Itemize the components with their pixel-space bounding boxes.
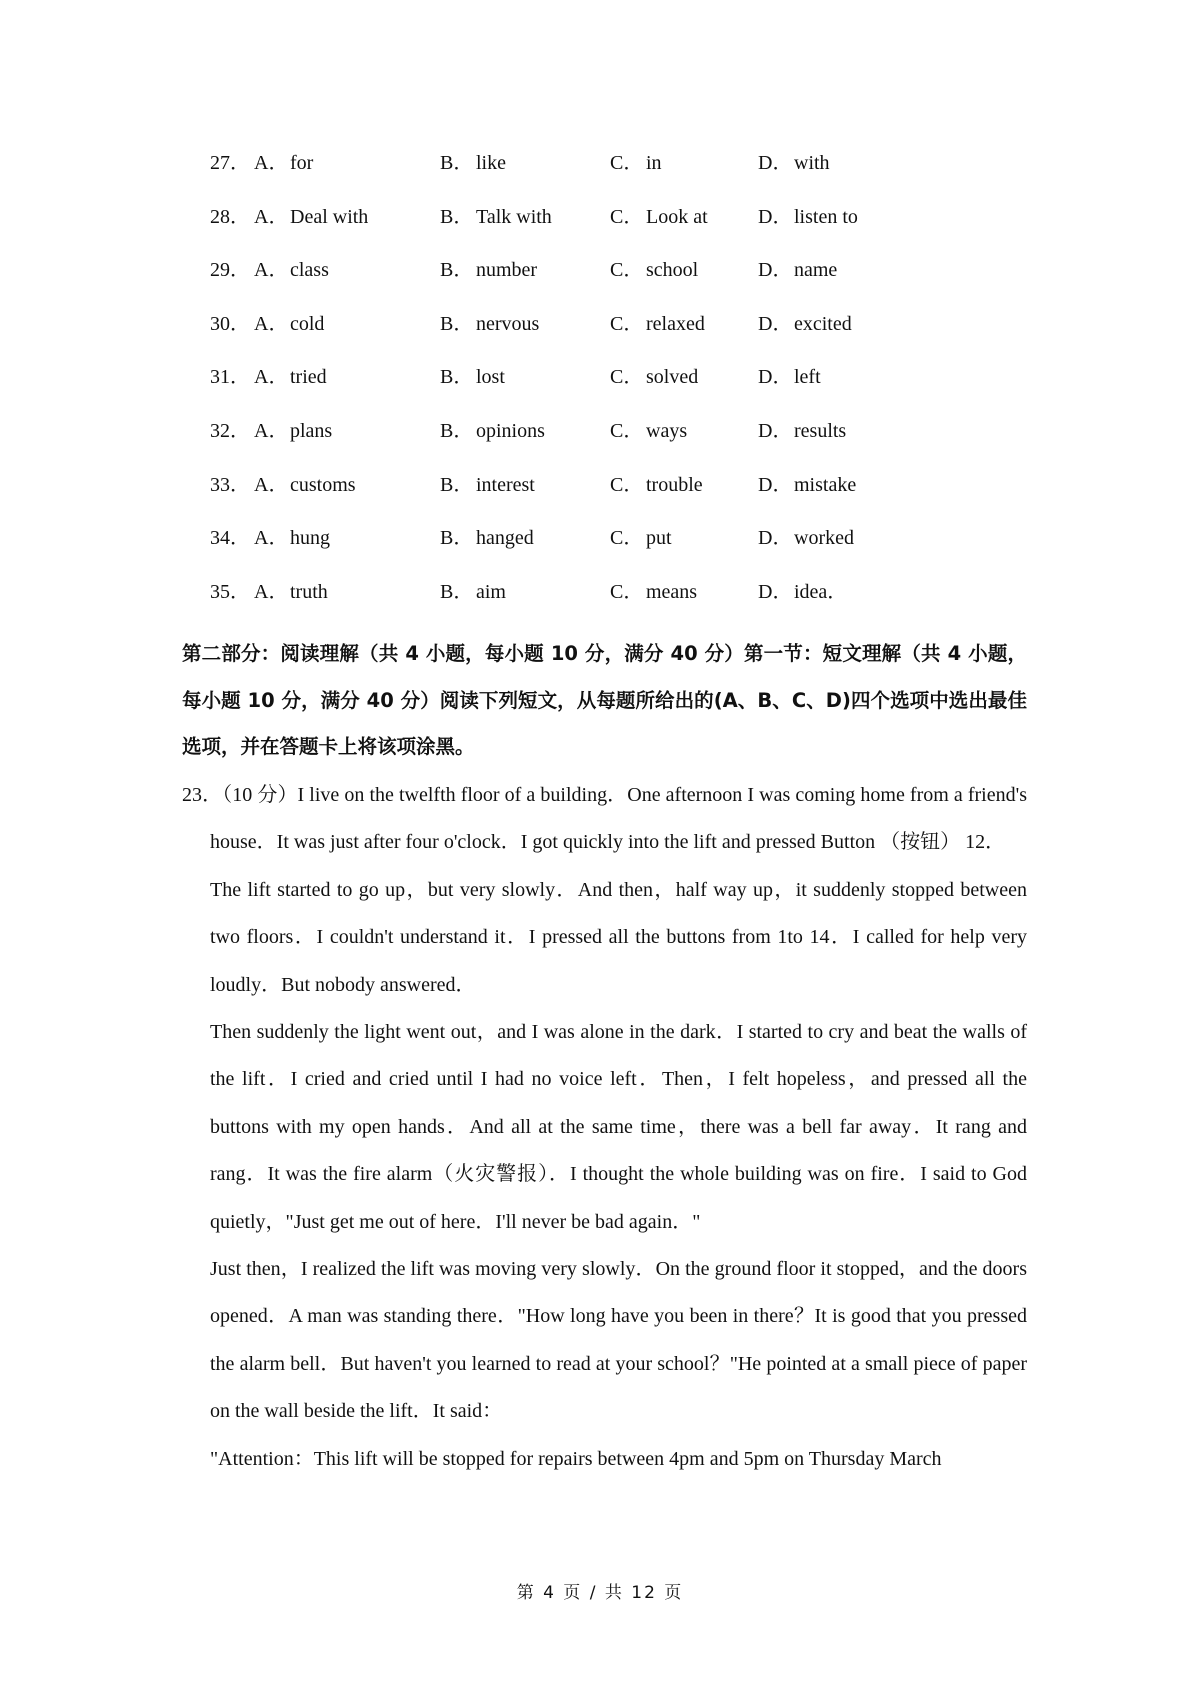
choice-c: C． solved [610, 366, 699, 389]
question-number: 30． [210, 312, 250, 335]
choice-d: D．results [758, 419, 847, 442]
passage-paragraph: Then suddenly the light went out，and I was alone in the dark．I started to cry and beat the walls of the lift．I cried and cried until I had no voice left．Then，I felt hopeless，and pressed all the buttons with my open hands．And all at the same time，there was a bell far away．It rang and rang．It was the fire alarm（火灾警报）．I thought the whole building was on fire．I said to God quietly，"Just get me out of here．I'll never be bad again．" [210, 1021, 1027, 1233]
choice-a: A．tried [254, 366, 327, 389]
choice-d: D．worked [758, 527, 854, 550]
passage-paragraph: The lift started to go up，but very slowly．And then，half way up，it suddenly stopped between two floors．I couldn't understand it．I pressed all the buttons from 1to 14．I called for help very loudly．But nobody answered． [210, 878, 1027, 996]
question-number: 29． [210, 259, 250, 282]
choice-c: C． means [610, 580, 698, 603]
choice-b: B． number [440, 259, 538, 282]
choice-a: A．customs [254, 473, 356, 496]
option-row [210, 418, 1030, 472]
choice-b: B． nervous [440, 312, 540, 335]
choice-d: D．with [758, 152, 830, 174]
choice-d: D．left [758, 366, 821, 389]
choice-a: A．Deal with [254, 205, 369, 228]
choice-c: C． trouble [610, 473, 703, 496]
question-number: 34． [210, 527, 250, 550]
section-heading: 第二部分：阅读理解（共 4 小题，每小题 10 分，满分 40 分）第一节：短文理解（共 4 小题，每小题 10 分，满分 40 分）阅读下列短文，从每题所给出的(A、B、C、D)四个选项中选出最佳选项，并在答题卡上将该项涂黑。 [182, 642, 1027, 758]
choice-a: A．cold [254, 312, 325, 335]
option-row [210, 525, 1030, 579]
passage-paragraph: "Attention：This lift will be stopped for repairs between 4pm and 5pm on Thursday March [210, 1447, 942, 1470]
choice-c: C． in [610, 152, 662, 174]
option-row [210, 311, 1030, 365]
choice-d: D．name [758, 259, 838, 282]
choice-a: A．truth [254, 580, 328, 603]
choice-a: A．for [254, 152, 314, 174]
choice-a: A．hung [254, 527, 330, 550]
choice-b: B． Talk with [440, 205, 552, 228]
passage-paragraph: Just then，I realized the lift was moving very slowly．On the ground floor it stopped，and the doors opened．A man was standing there．"How long have you been in there？It is good that you pressed the alarm bell．But haven't you learned to read at your school？"He pointed at a small piece of paper on the wall beside the lift．It said： [210, 1258, 1027, 1423]
page-footer: 第 4 页 / 共 12 页 [516, 1583, 684, 1603]
options-list [210, 150, 1030, 632]
question-number: 33． [210, 473, 250, 496]
option-row [210, 150, 1030, 204]
choice-d: D．excited [758, 312, 852, 335]
option-row [210, 579, 1030, 633]
choice-d: D．mistake [758, 473, 857, 496]
question-number: 35． [210, 580, 250, 603]
option-row [210, 257, 1030, 311]
question-number: 32． [210, 419, 250, 442]
option-row [210, 204, 1030, 258]
question-number: 31． [210, 366, 250, 389]
choice-b: B． opinions [440, 419, 545, 442]
passage-paragraph: 23．（10 分）I live on the twelfth floor of a building．One afternoon I was coming home from a friend's house．It was just after four o'clock．I got quickly into the lift and pressed Button （按钮） 12． [182, 784, 1027, 854]
choice-b: B． hanged [440, 527, 534, 550]
choice-d: D．idea． [758, 580, 848, 603]
choice-c: C． relaxed [610, 312, 705, 335]
choice-b: B． lost [440, 366, 505, 389]
choice-c: C． put [610, 527, 672, 550]
choice-b: B． like [440, 152, 506, 174]
choice-a: A．class [254, 259, 329, 282]
option-row [210, 364, 1030, 418]
option-row [210, 472, 1030, 526]
choice-a: A．plans [254, 419, 333, 442]
choice-c: C． Look at [610, 205, 708, 228]
question-number: 27． [210, 152, 250, 174]
reading-passage [182, 772, 1027, 1483]
choice-b: B． interest [440, 473, 535, 496]
question-number: 28． [210, 205, 250, 228]
choice-d: D．listen to [758, 205, 858, 228]
choice-c: C． school [610, 259, 699, 282]
choice-b: B． aim [440, 580, 506, 603]
choice-c: C． ways [610, 419, 688, 442]
